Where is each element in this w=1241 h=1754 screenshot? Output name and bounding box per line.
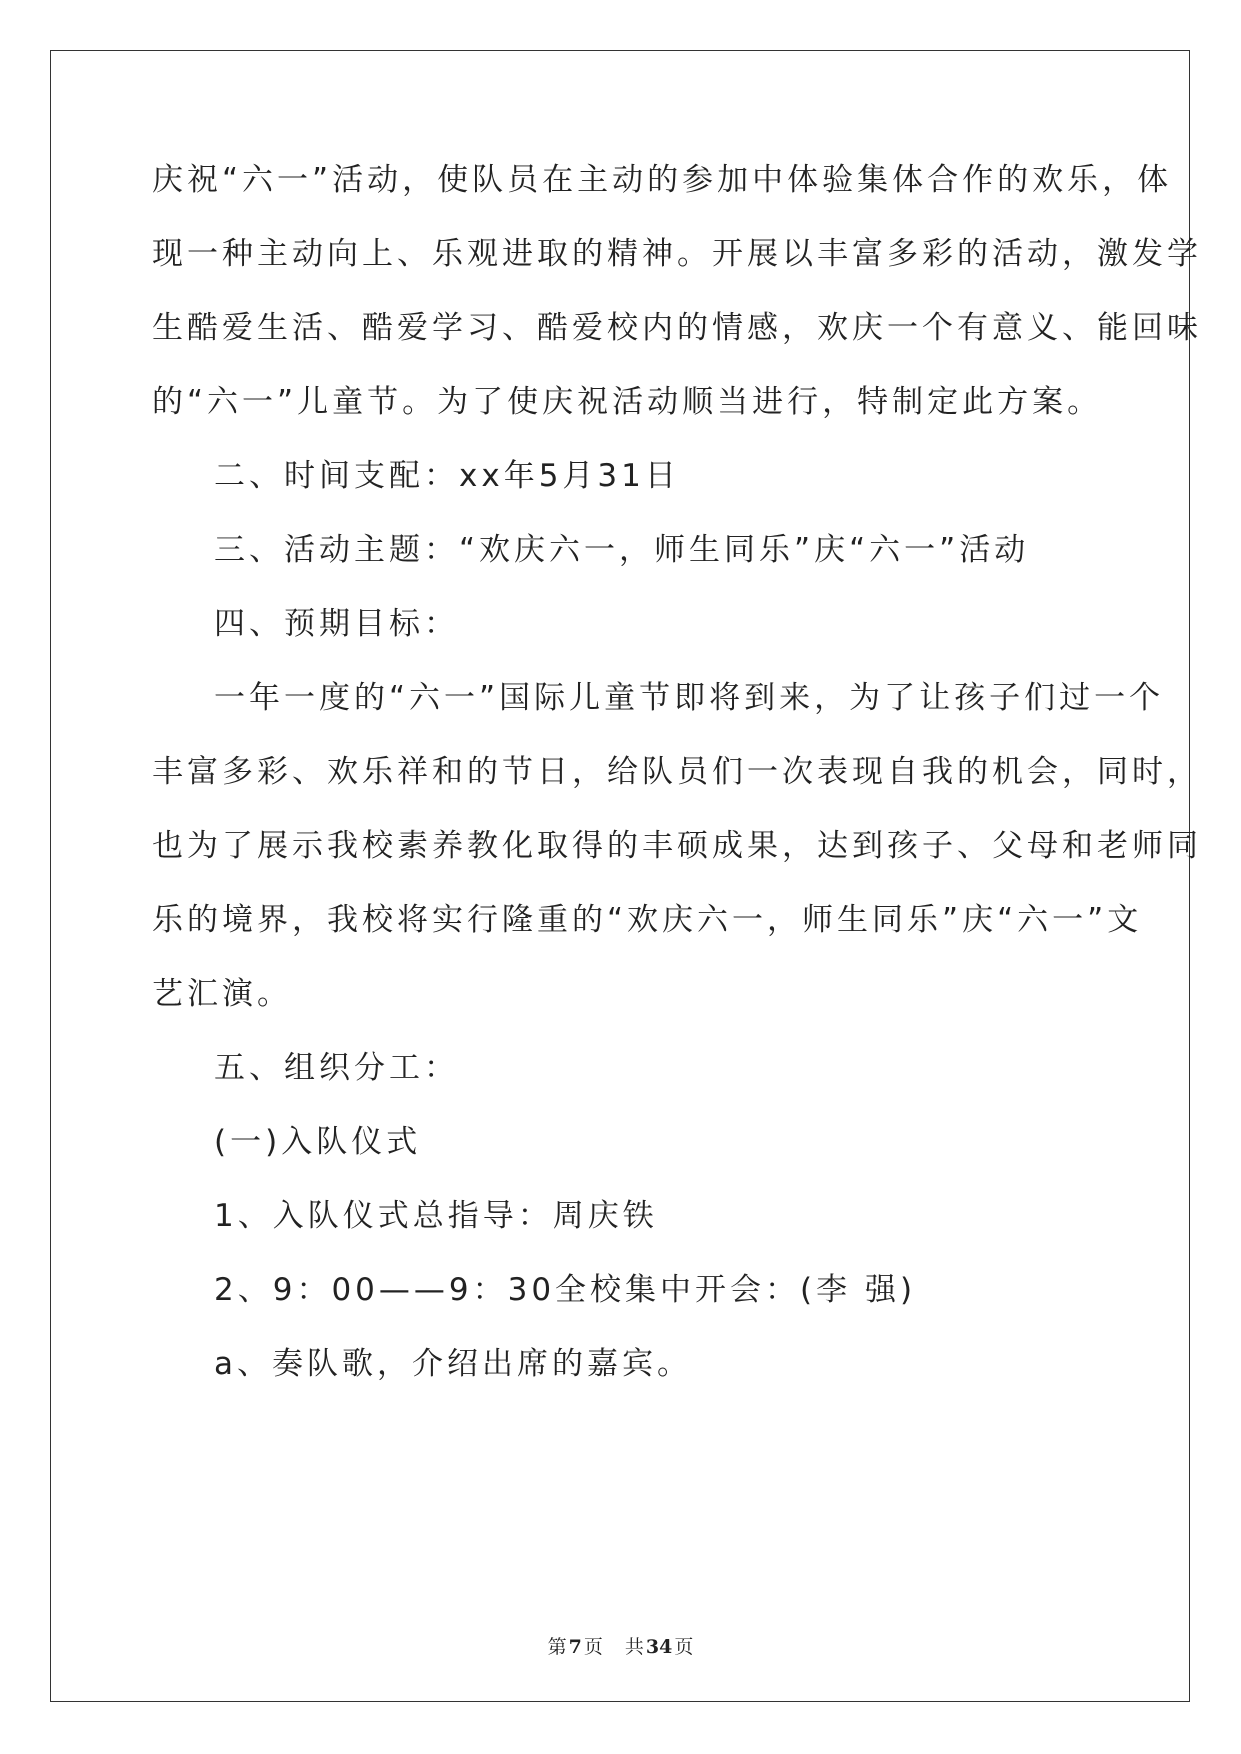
- text-line: 艺汇演。: [152, 976, 292, 1012]
- footer-total-prefix: 共: [624, 1636, 644, 1658]
- subsection-heading: (一)入队仪式: [214, 1124, 422, 1160]
- footer-page-suffix: 页: [583, 1636, 603, 1658]
- text-line: 的“六一”儿童节。为了使庆祝活动顺当进行，特制定此方案。: [152, 384, 1103, 420]
- footer-page-number: 7: [568, 1636, 582, 1658]
- text-line: 丰富多彩、欢乐祥和的节日，给队员们一次表现自我的机会，同时，: [152, 754, 1202, 790]
- page-footer: [0, 1632, 1241, 1659]
- section-heading-organization: 五、组织分工：: [214, 1050, 459, 1086]
- footer-prefix: 第: [547, 1636, 567, 1658]
- list-item: a、奏队歌，介绍出席的嘉宾。: [214, 1346, 692, 1382]
- footer-total-suffix: 页: [674, 1636, 694, 1658]
- text-line: 生酷爱生活、酷爱学习、酷爱校内的情感，欢庆一个有意义、能回味: [152, 310, 1202, 346]
- text-line: 一年一度的“六一”国际儿童节即将到来，为了让孩子们过一个: [214, 680, 1165, 716]
- section-heading-theme: 三、活动主题：“欢庆六一，师生同乐”庆“六一”活动: [214, 532, 1030, 568]
- list-item: 1、入队仪式总指导：周庆铁: [214, 1198, 658, 1234]
- list-item: 2、9：00——9：30全校集中开会：(李 强): [214, 1272, 917, 1308]
- page-frame: [50, 50, 1190, 1702]
- text-line: 现一种主动向上、乐观进取的精神。开展以丰富多彩的活动，激发学: [152, 236, 1202, 272]
- text-line: 乐的境界，我校将实行隆重的“欢庆六一，师生同乐”庆“六一”文: [152, 902, 1143, 938]
- section-heading-time: 二、时间支配：xx年5月31日: [214, 458, 680, 494]
- text-line: 也为了展示我校素养教化取得的丰硕成果，达到孩子、父母和老师同: [152, 828, 1202, 864]
- section-heading-goals: 四、预期目标：: [214, 606, 459, 642]
- text-line: 庆祝“六一”活动，使队员在主动的参加中体验集体合作的欢乐，体: [152, 162, 1173, 198]
- footer-total-pages: 34: [645, 1636, 673, 1658]
